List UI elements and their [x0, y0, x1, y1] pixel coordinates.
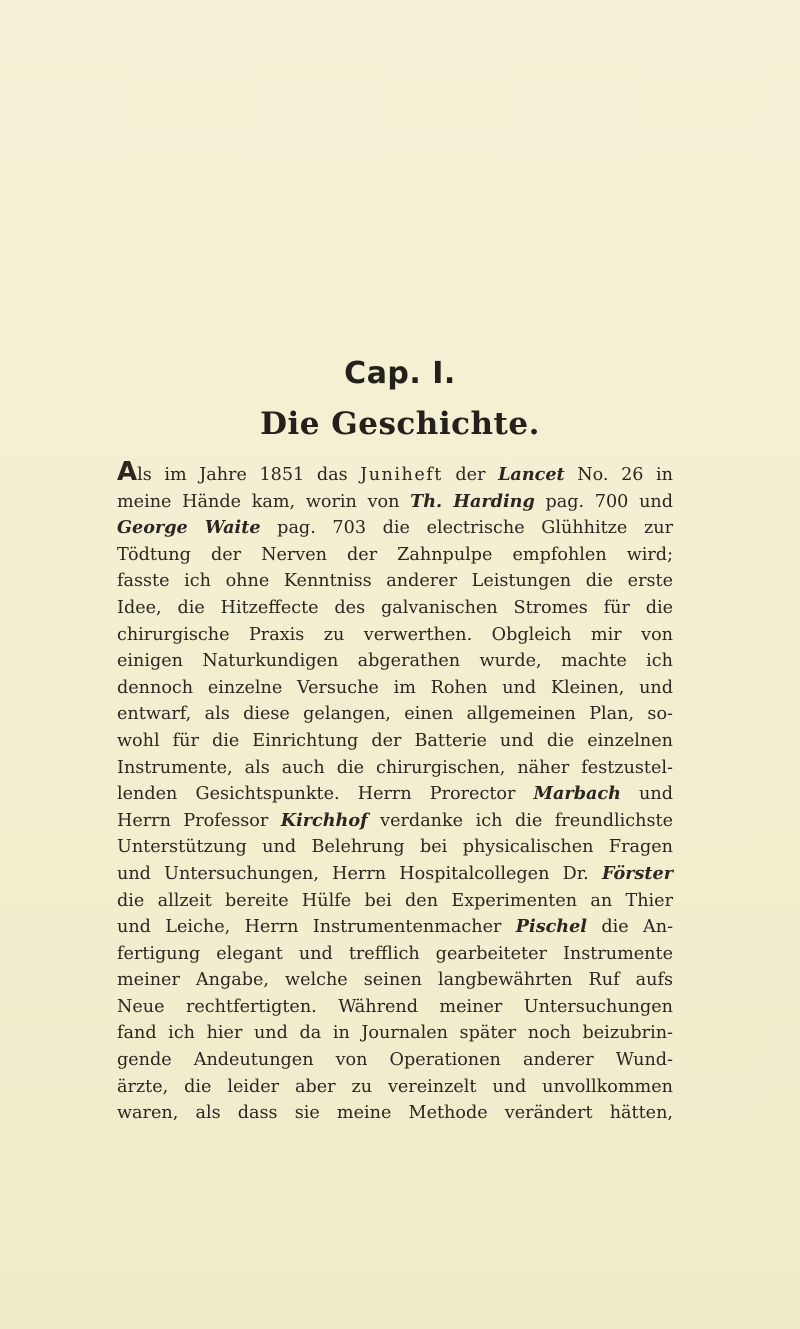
text-line: wohl für die Einrichtung der Batterie und die einzelnen: [117, 730, 673, 751]
text-span: und: [620, 784, 673, 805]
chapter-body: [117, 457, 674, 1127]
person-name: Marbach: [533, 783, 621, 805]
text-line: fertigung elegant und trefflich gearbeiteter Instrumente: [117, 943, 673, 964]
text-span: No. 26 in: [564, 465, 673, 485]
person-name: Förster: [601, 862, 673, 884]
text-line: die allzeit bereite Hülfe bei den Experimenten an Thier: [117, 890, 673, 911]
journal-issue: Juniheft: [360, 465, 443, 485]
text-span: die An-: [586, 917, 674, 938]
text-span: meine Hände kam, worin von: [117, 491, 411, 512]
text-line: Idee, die Hitzeffecte des galvanischen Stromes für die: [117, 597, 673, 618]
text-line: Tödtung der Nerven der Zahnpulpe empfohlen wird;: [117, 544, 673, 565]
person-name: Kirchhof: [280, 809, 368, 831]
drop-cap: A: [117, 457, 138, 487]
text-line: [117, 489, 673, 516]
author-name: George Waite: [117, 517, 261, 539]
person-name: Pischel: [515, 916, 587, 938]
text-span: pag. 703 die electrische Glühhitze zur: [260, 518, 673, 539]
text-line: fand ich hier und da in Journalen später noch beizubrin-: [117, 1023, 673, 1044]
text-line: Unterstützung und Belehrung bei physicalischen Fragen: [117, 837, 673, 858]
text-span: pag. 700 und: [534, 491, 673, 512]
text-span: Herrn Professor: [117, 810, 281, 831]
text-span: und Leiche, Herrn Instrumentenmacher: [117, 917, 516, 938]
text-span: und Untersuchungen, Herrn Hospitalcollegen Dr.: [117, 863, 602, 884]
text-line: entwarf, als diese gelangen, einen allgemeinen Plan, so-: [117, 704, 673, 725]
text-line: Instrumente, als auch die chirurgischen, näher festzustel-: [117, 757, 673, 778]
text-line: einigen Naturkundigen abgerathen wurde, machte ich: [117, 651, 673, 672]
journal-name: Lancet: [498, 464, 565, 485]
text-line: [117, 515, 673, 542]
text-line: meiner Angabe, welche seinen langbewährten Ruf aufs: [117, 970, 673, 991]
text-line: [117, 808, 673, 835]
text-line: fasste ich ohne Kenntniss anderer Leistungen die erste: [117, 571, 673, 592]
text-line: [117, 781, 673, 808]
text-line: gende Andeutungen von Operationen anderer Wund-: [117, 1050, 673, 1071]
text-span: lenden Gesichtspunkte. Herrn Prorector: [117, 784, 534, 805]
text-line: ärzte, die leider aber zu vereinzelt und unvollkommen: [117, 1076, 673, 1097]
chapter-label: Cap. I.: [344, 356, 456, 391]
text-line: [117, 861, 673, 888]
text-span: verdanke ich die freundlichste: [367, 810, 673, 831]
text-line: chirurgische Praxis zu verwerthen. Obgleich mir von: [117, 624, 673, 645]
text-line: dennoch einzelne Versuche im Rohen und Kleinen, und: [117, 677, 673, 698]
chapter-title: Die Geschichte.: [260, 406, 540, 442]
text-line: waren, als dass sie meine Methode verändert hätten,: [117, 1103, 673, 1124]
author-name: Th. Harding: [410, 490, 535, 512]
text-span: der: [442, 465, 499, 485]
text-line: [117, 914, 673, 941]
text-span: ls im Jahre 1851 das: [137, 465, 361, 485]
text-line: Neue rechtfertigten. Während meiner Untersuchungen: [117, 996, 673, 1017]
text-line: [117, 457, 673, 489]
